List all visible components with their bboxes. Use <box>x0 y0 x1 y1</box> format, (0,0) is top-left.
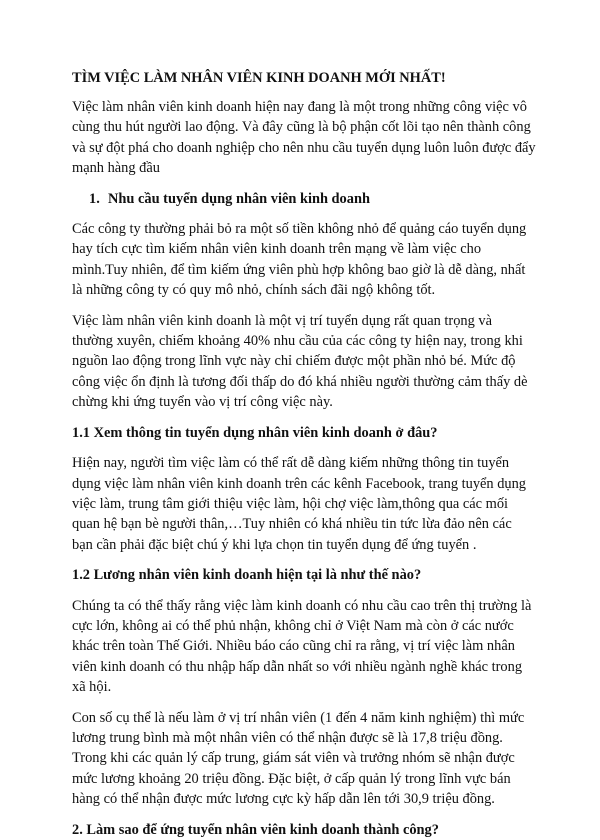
section-1-paragraph-2: Việc làm nhân viên kinh doanh là một vị trí tuyển dụng rất quan trọng và thường xuyên, chiếm khoảng 40% nhu cầu của các công ty hiện nay, trong khi nguồn lao động trong lĩnh vực này chỉ chiếm được một phần nhỏ bé. Mức độ công việc ổn định là tương đối thấp do đó khá nhiều người thường cảm thấy dè chừng khi ứng tuyển vào vị trí công việc này. <box>72 312 528 411</box>
intro-paragraph: Việc làm nhân viên kinh doanh hiện nay đang là một trong những công việc vô cùng thu hút người lao động. Và đây cũng là bộ phận cốt lõi tạo nên thành công và sự đột phá cho doanh nghiệp cho nên nhu cầu tuyển dụng luôn luôn được đẩy mạnh hàng đầu <box>72 99 536 177</box>
document-title: TÌM VIỆC LÀM NHÂN VIÊN KINH DOANH MỚI NHẤT! <box>72 70 446 86</box>
section-1-2-paragraph-2: Con số cụ thể là nếu làm ở vị trí nhân viên (1 đến 4 năm kinh nghiệm) thì mức lương trung bình mà một nhân viên có thể nhận được sẽ là 17,8 triệu đồng. Trong khi các quản lý cấp trung, giám sát viên và trưởng nhóm sẽ nhận được mức lương khoảng 20 triệu đồng. Đặc biệt, ở cấp quản lý trong lĩnh vực bán hàng có thể nhận được mức lương cực kỳ hấp dẫn lên tới 30,9 triệu đồng. <box>72 709 525 808</box>
section-2-heading: 2. Làm sao để ứng tuyển nhân viên kinh doanh thành công? <box>72 821 439 838</box>
section-1-heading-text: Nhu cầu tuyển dụng nhân viên kinh doanh <box>108 190 370 207</box>
section-1-heading <box>72 189 536 209</box>
section-1-1-paragraph-1: Hiện nay, người tìm việc làm có thể rất dễ dàng kiếm những thông tin tuyển dụng việc làm nhân viên kinh doanh trên các kênh Facebook, trang tuyển dụng việc làm, trung tâm giới thiệu việc làm, hội chợ việc làm,thông qua các mối quan hệ bạn bè người thân,…Tuy nhiên có khá nhiều tin tức lừa đảo nên các bạn cần phải đặc biệt chú ý khi lựa chọn tin tuyển dụng để ứng tuyển . <box>72 455 526 553</box>
section-1-2-heading: 1.2 Lương nhân viên kinh doanh hiện tại là như thế nào? <box>72 567 422 584</box>
section-1-paragraph-1: Các công ty thường phải bỏ ra một số tiền không nhỏ để quảng cáo tuyển dụng hay tích cực tìm kiếm nhân viên kinh doanh trên mạng về làm việc cho mình.Tuy nhiên, để tìm kiếm ứng viên phù hợp không bao giờ là dễ dàng, nhất là những công ty có quy mô nhỏ, chính sách đãi ngộ không tốt. <box>72 221 527 299</box>
section-1-number: 1. <box>89 190 100 207</box>
section-1-2-paragraph-1: Chúng ta có thể thấy rằng việc làm kinh doanh có nhu cầu cao trên thị trường là cực lớn, không ai có thể phủ nhận, không chỉ ở Việt Nam mà còn ở các nước khác trên toàn Thế Giới. Nhiều báo cáo cũng chỉ ra rằng, vị trí việc làm nhân viên kinh doanh có thu nhập hấp dẫn nhất so với nhiều ngành nghề khác trong xã hội. <box>72 597 532 696</box>
section-1-1-heading: 1.1 Xem thông tin tuyển dụng nhân viên kinh doanh ở đâu? <box>72 424 438 441</box>
